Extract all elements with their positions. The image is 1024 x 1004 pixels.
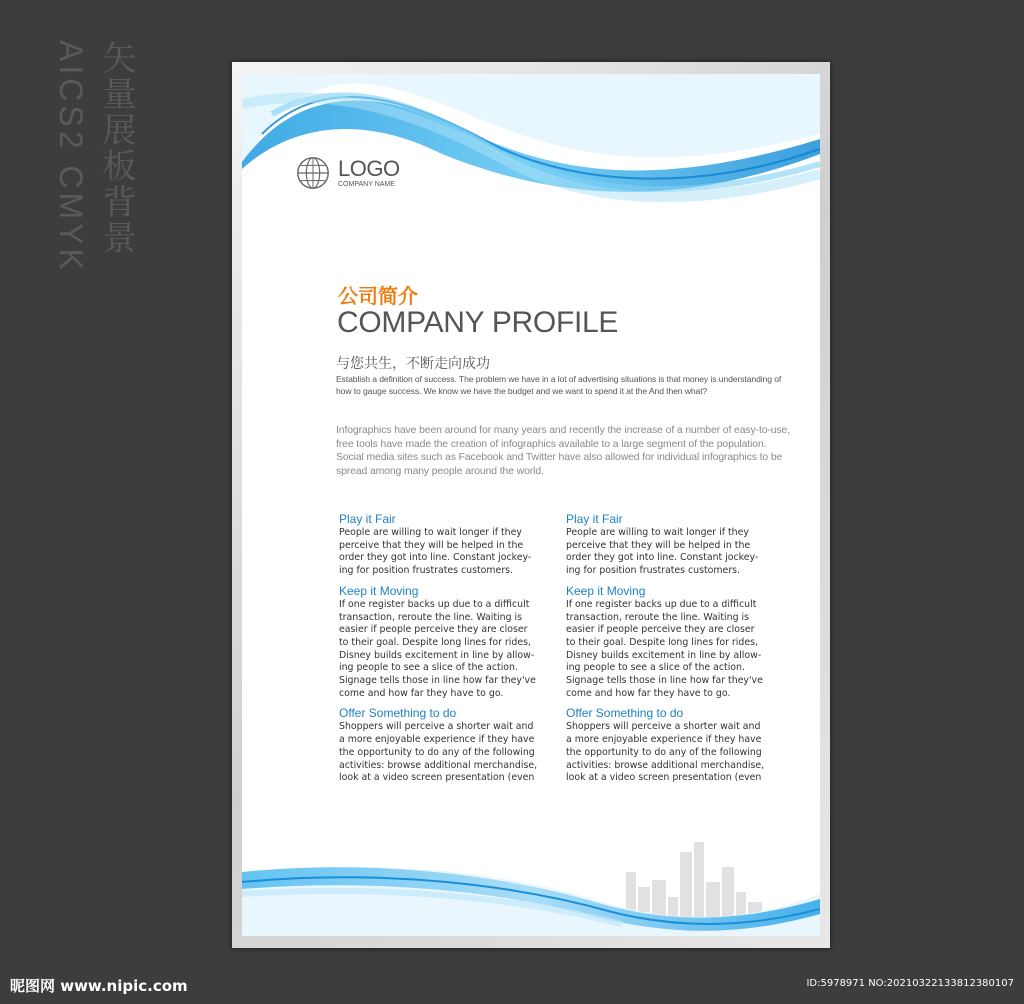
- section-heading: Play it Fair: [339, 512, 396, 526]
- title-en: COMPANY PROFILE: [337, 306, 619, 339]
- main-paragraph: Infographics have been around for many years and recently the increase of a number of easy-to-use, free tools have made the creation of infographics available to a large segment of the population. Social media sites such as Facebook and Twitter have also allowed for individual infographics to be spread among many people around the world.: [336, 425, 791, 477]
- footer-brand: 昵图网 www.nipic.com: [10, 977, 188, 995]
- logo-company-name: COMPANY NAME: [338, 180, 395, 188]
- globe-icon: [294, 154, 332, 192]
- section-body: If one register backs up due to a difficult transaction, reroute the line. Waiting is easier if people perceive they are closer to their goal. Despite long lines for rides, Disney builds excitement in line by allow- ing people to see a slice of the action. Signage tells those in line how far they've come and how far they have to go.: [339, 598, 536, 699]
- section-heading: Play it Fair: [566, 512, 623, 526]
- title-cn: 公司简介: [338, 284, 418, 308]
- footer-image-id: ID:5978971 NO:20210322133812380107: [806, 978, 1014, 989]
- right-column: [566, 512, 780, 791]
- section-heading: Keep it Moving: [566, 583, 646, 598]
- intro-text: Establish a definition of success. The problem we have in a lot of advertising situations is that money is understanding of how to gauge success. We know we have the budget and we want to spend it at the And then what?: [336, 374, 782, 396]
- section-body: People are willing to wait longer if they perceive that they will be helped in the order they got into line. Constant jockey- ing for position frustrates customers.: [339, 527, 532, 577]
- bottom-wave-graphic: [242, 854, 820, 936]
- section-heading: Offer Something to do: [339, 706, 457, 721]
- watermark-en: AICS2 CMYK: [53, 40, 89, 274]
- section-body: If one register backs up due to a difficult transaction, reroute the line. Waiting is easier if people perceive they are closer to their goal. Despite long lines for rides, Disney builds excitement in line by allow- ing people to see a slice of the action. Signage tells those in line how far they've come and how far they have to go.: [566, 598, 763, 699]
- section-heading: Keep it Moving: [339, 583, 419, 598]
- section-body: Shoppers will perceive a shorter wait and a more enjoyable experience if they have the opportunity to do any of the following activities: browse additional merchandise, look at a video screen presentation (even: [566, 721, 765, 784]
- watermark-cn: 矢量展板背景: [96, 40, 136, 256]
- section-heading: Offer Something to do: [566, 706, 684, 721]
- top-wave-graphic: [242, 74, 820, 224]
- section-body: Shoppers will perceive a shorter wait and a more enjoyable experience if they have the opportunity to do any of the following activities: browse additional merchandise, look at a video screen presentation (even: [339, 721, 538, 784]
- company-logo: [294, 154, 400, 192]
- section-body: People are willing to wait longer if they perceive that they will be helped in the order they got into line. Constant jockey- ing for position frustrates customers.: [566, 527, 759, 577]
- logo-text: LOGO: [338, 155, 400, 181]
- slogan: 与您共生，不断走向成功: [336, 356, 490, 372]
- poster: [242, 74, 820, 936]
- left-column: [339, 512, 553, 791]
